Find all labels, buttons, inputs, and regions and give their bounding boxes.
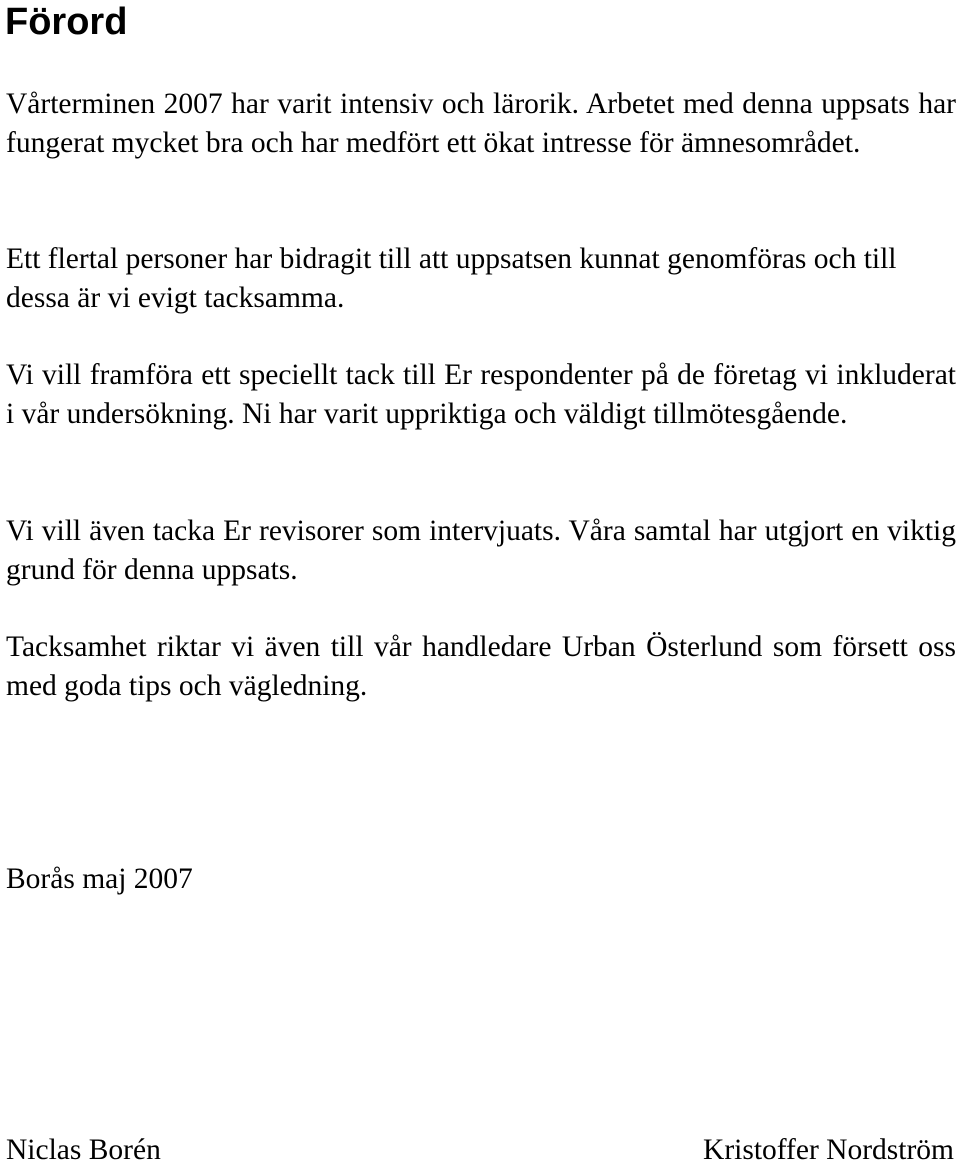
paragraph-intro: Vårterminen 2007 har varit intensiv och lärorik. Arbetet med denna uppsats har fungerat mycket bra och har medfört ett ökat intresse för ämnesområdet.	[6, 88, 956, 159]
paragraph-thanks-respondents: Vi vill framföra ett speciellt tack till Er respondenter på de företag vi inkluderat i vår undersökning. Ni har varit uppriktiga och väldigt tillmötesgående.	[6, 359, 956, 430]
paragraph-thanks-auditors: Vi vill även tacka Er revisorer som intervjuats. Våra samtal har utgjort en viktig grund för denna uppsats.	[6, 515, 956, 586]
place-date: Borås maj 2007	[6, 863, 193, 895]
signature-left: Niclas Borén	[6, 1134, 161, 1166]
signature-right: Kristoffer Nordström	[703, 1134, 954, 1166]
page-title: Förord	[5, 1, 128, 43]
paragraph-thanks-persons: Ett flertal personer har bidragit till att uppsatsen kunnat genomföras och till dessa är vi evigt tacksamma.	[6, 243, 897, 314]
paragraph-thanks-supervisor: Tacksamhet riktar vi även till vår handledare Urban Österlund som försett oss med goda tips och vägledning.	[6, 631, 956, 702]
